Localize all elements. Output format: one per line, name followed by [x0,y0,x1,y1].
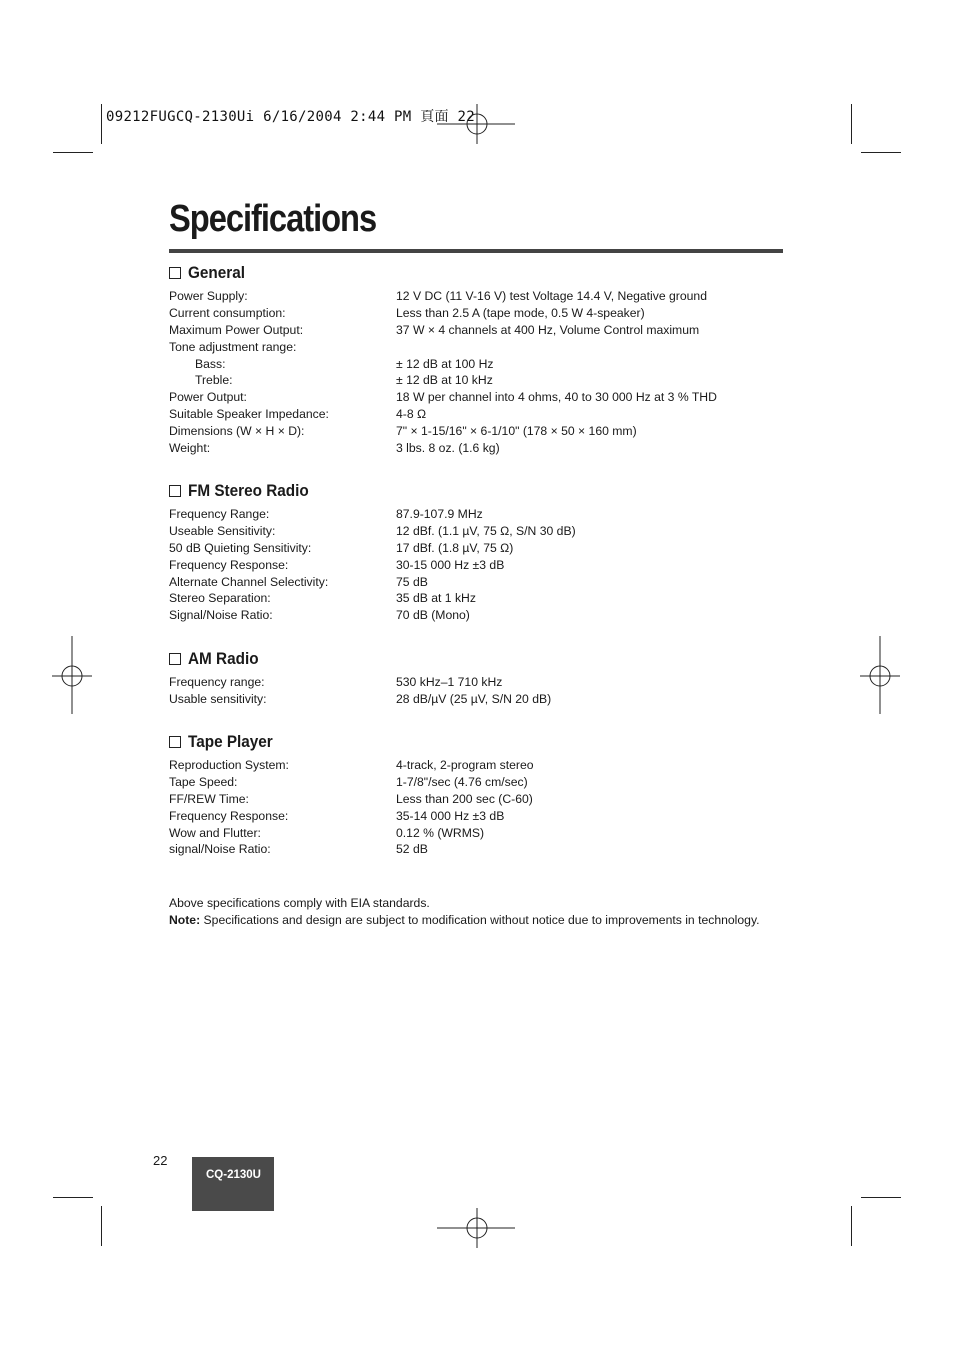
spec-row [169,774,789,791]
spec-value: 0.12 % (WRMS) [396,825,485,840]
spec-value: 87.9-107.9 MHz [396,507,483,521]
crop-mark [53,152,93,153]
section-heading-text: General [188,263,245,282]
spec-label: signal/Noise Ratio: [169,842,271,857]
spec-value: 35-14 000 Hz ±3 dB [396,808,505,823]
note-line [169,912,760,929]
crop-mark [861,1197,901,1198]
spec-value: 70 dB (Mono) [396,608,470,623]
spec-value: 4-8 Ω [396,407,427,422]
spec-label: Wow and Flutter: [169,825,261,840]
note-label: Note: [169,912,201,927]
spec-row [169,356,789,373]
spec-value: 17 dBf. (1.8 µV, 75 Ω) [396,540,514,555]
crop-mark [101,1206,102,1246]
spec-label: Frequency Response: [169,557,289,572]
section-heading [169,731,789,753]
spec-row [169,607,789,624]
section-heading-text: Tape Player [188,732,273,751]
spec-label: Frequency Response: [169,808,289,823]
checkbox-square-icon [169,736,181,748]
spec-label: Power Output: [169,390,247,405]
spec-value: 4-track, 2-program stereo [396,758,534,772]
spec-row [169,691,789,708]
spec-row [169,406,789,423]
spec-value: 18 W per channel into 4 ohms, 40 to 30 000 Hz at 3 % THD [396,390,717,405]
spec-label: 50 dB Quieting Sensitivity: [169,540,312,555]
spec-value: 75 dB [396,574,428,589]
spec-label: Power Supply: [169,289,248,303]
spec-row [169,791,789,808]
spec-row [169,389,789,406]
spec-label: Tape Speed: [169,774,238,789]
spec-value: 35 dB at 1 kHz [396,591,476,606]
spec-value: 530 kHz–1 710 kHz [396,675,503,689]
spec-row [169,322,789,339]
section-am-radio [169,648,789,708]
spec-row [169,825,789,842]
spec-value: 7" × 1-15/16" × 6-1/10" (178 × 50 × 160 mm) [396,424,637,439]
section-heading-text: AM Radio [188,649,259,668]
spec-row [169,506,789,523]
spec-row [169,674,789,691]
spec-value: ± 12 dB at 100 Hz [396,356,494,371]
spec-rows [169,674,789,708]
spec-label: Alternate Channel Selectivity: [169,574,329,589]
spec-row [169,574,789,591]
spec-value: Less than 200 sec (C-60) [396,791,533,806]
spec-value: Less than 2.5 A (tape mode, 0.5 W 4-speaker) [396,305,645,320]
registration-mark-icon [52,636,92,714]
crop-mark [101,104,102,144]
section-heading [169,648,789,670]
spec-label: Frequency range: [169,675,265,689]
spec-row [169,557,789,574]
spec-value: 37 W × 4 channels at 400 Hz, Volume Control maximum [396,322,700,337]
spec-rows [169,506,789,624]
spec-label: Usable sensitivity: [169,691,267,706]
eia-statement: Above specifications comply with EIA standards. [169,896,430,910]
spec-row [169,288,789,305]
spec-value: ± 12 dB at 10 kHz [396,373,493,388]
spec-label: Signal/Noise Ratio: [169,608,273,623]
section-general [169,262,789,457]
note-text: Specifications and design are subject to modification without notice due to improvements in technology. [200,912,760,927]
spec-row [169,808,789,825]
spec-label: Dimensions (W × H × D): [169,424,305,439]
spec-label: Useable Sensitivity: [169,523,276,538]
spec-label: Suitable Speaker Impedance: [169,407,329,422]
spec-label: Weight: [169,441,211,456]
crop-mark [851,1206,852,1246]
spec-value: 30-15 000 Hz ±3 dB [396,557,505,572]
spec-value: 1-7/8"/sec (4.76 cm/sec) [396,774,528,789]
checkbox-square-icon [169,653,181,665]
spec-row [169,841,789,858]
spec-rows [169,288,789,457]
spec-row [169,757,789,774]
spec-row [169,590,789,607]
spec-label: Frequency Range: [169,507,270,521]
spec-label: Current consumption: [169,305,286,320]
registration-mark-icon [437,1208,517,1248]
page-title: Specifications [169,198,377,240]
spec-rows [169,757,789,858]
section-fm-stereo-radio [169,480,789,624]
spec-row [169,440,789,457]
checkbox-square-icon [169,267,181,279]
model-tab [192,1157,274,1211]
spec-label: Tone adjustment range: [169,339,297,354]
section-tape-player [169,731,789,858]
spec-row [169,540,789,557]
spec-value: 12 V DC (11 V-16 V) test Voltage 14.4 V, Negative ground [396,289,707,303]
crop-mark [851,104,852,144]
crop-mark [861,152,901,153]
spec-row [169,523,789,540]
spec-value: 28 dB/µV (25 µV, S/N 20 dB) [396,691,552,706]
spec-label: Treble: [195,373,233,388]
spec-label: Reproduction System: [169,758,289,772]
spec-row [169,423,789,440]
title-rule [169,249,783,253]
model-label: CQ-2130U [206,1169,261,1181]
registration-mark-icon [860,636,900,714]
footer-notes [169,895,760,928]
registration-mark-icon [437,104,517,144]
section-heading [169,480,789,502]
spec-label: Bass: [195,356,226,371]
spec-label: Stereo Separation: [169,591,271,606]
spec-value: 12 dBf. (1.1 µV, 75 Ω, S/N 30 dB) [396,523,576,538]
spec-row [169,339,789,356]
checkbox-square-icon [169,485,181,497]
crop-mark [53,1197,93,1198]
spec-label: Maximum Power Output: [169,322,304,337]
spec-value: 3 lbs. 8 oz. (1.6 kg) [396,441,500,456]
spec-value: 52 dB [396,842,428,857]
print-slug: 09212FUGCQ-2130Ui 6/16/2004 2:44 PM 頁面 22 [106,109,476,125]
section-heading-text: FM Stereo Radio [188,481,309,500]
spec-row [169,305,789,322]
section-heading [169,262,789,284]
spec-row [169,372,789,389]
page-number: 22 [153,1153,168,1168]
spec-label: FF/REW Time: [169,791,249,806]
